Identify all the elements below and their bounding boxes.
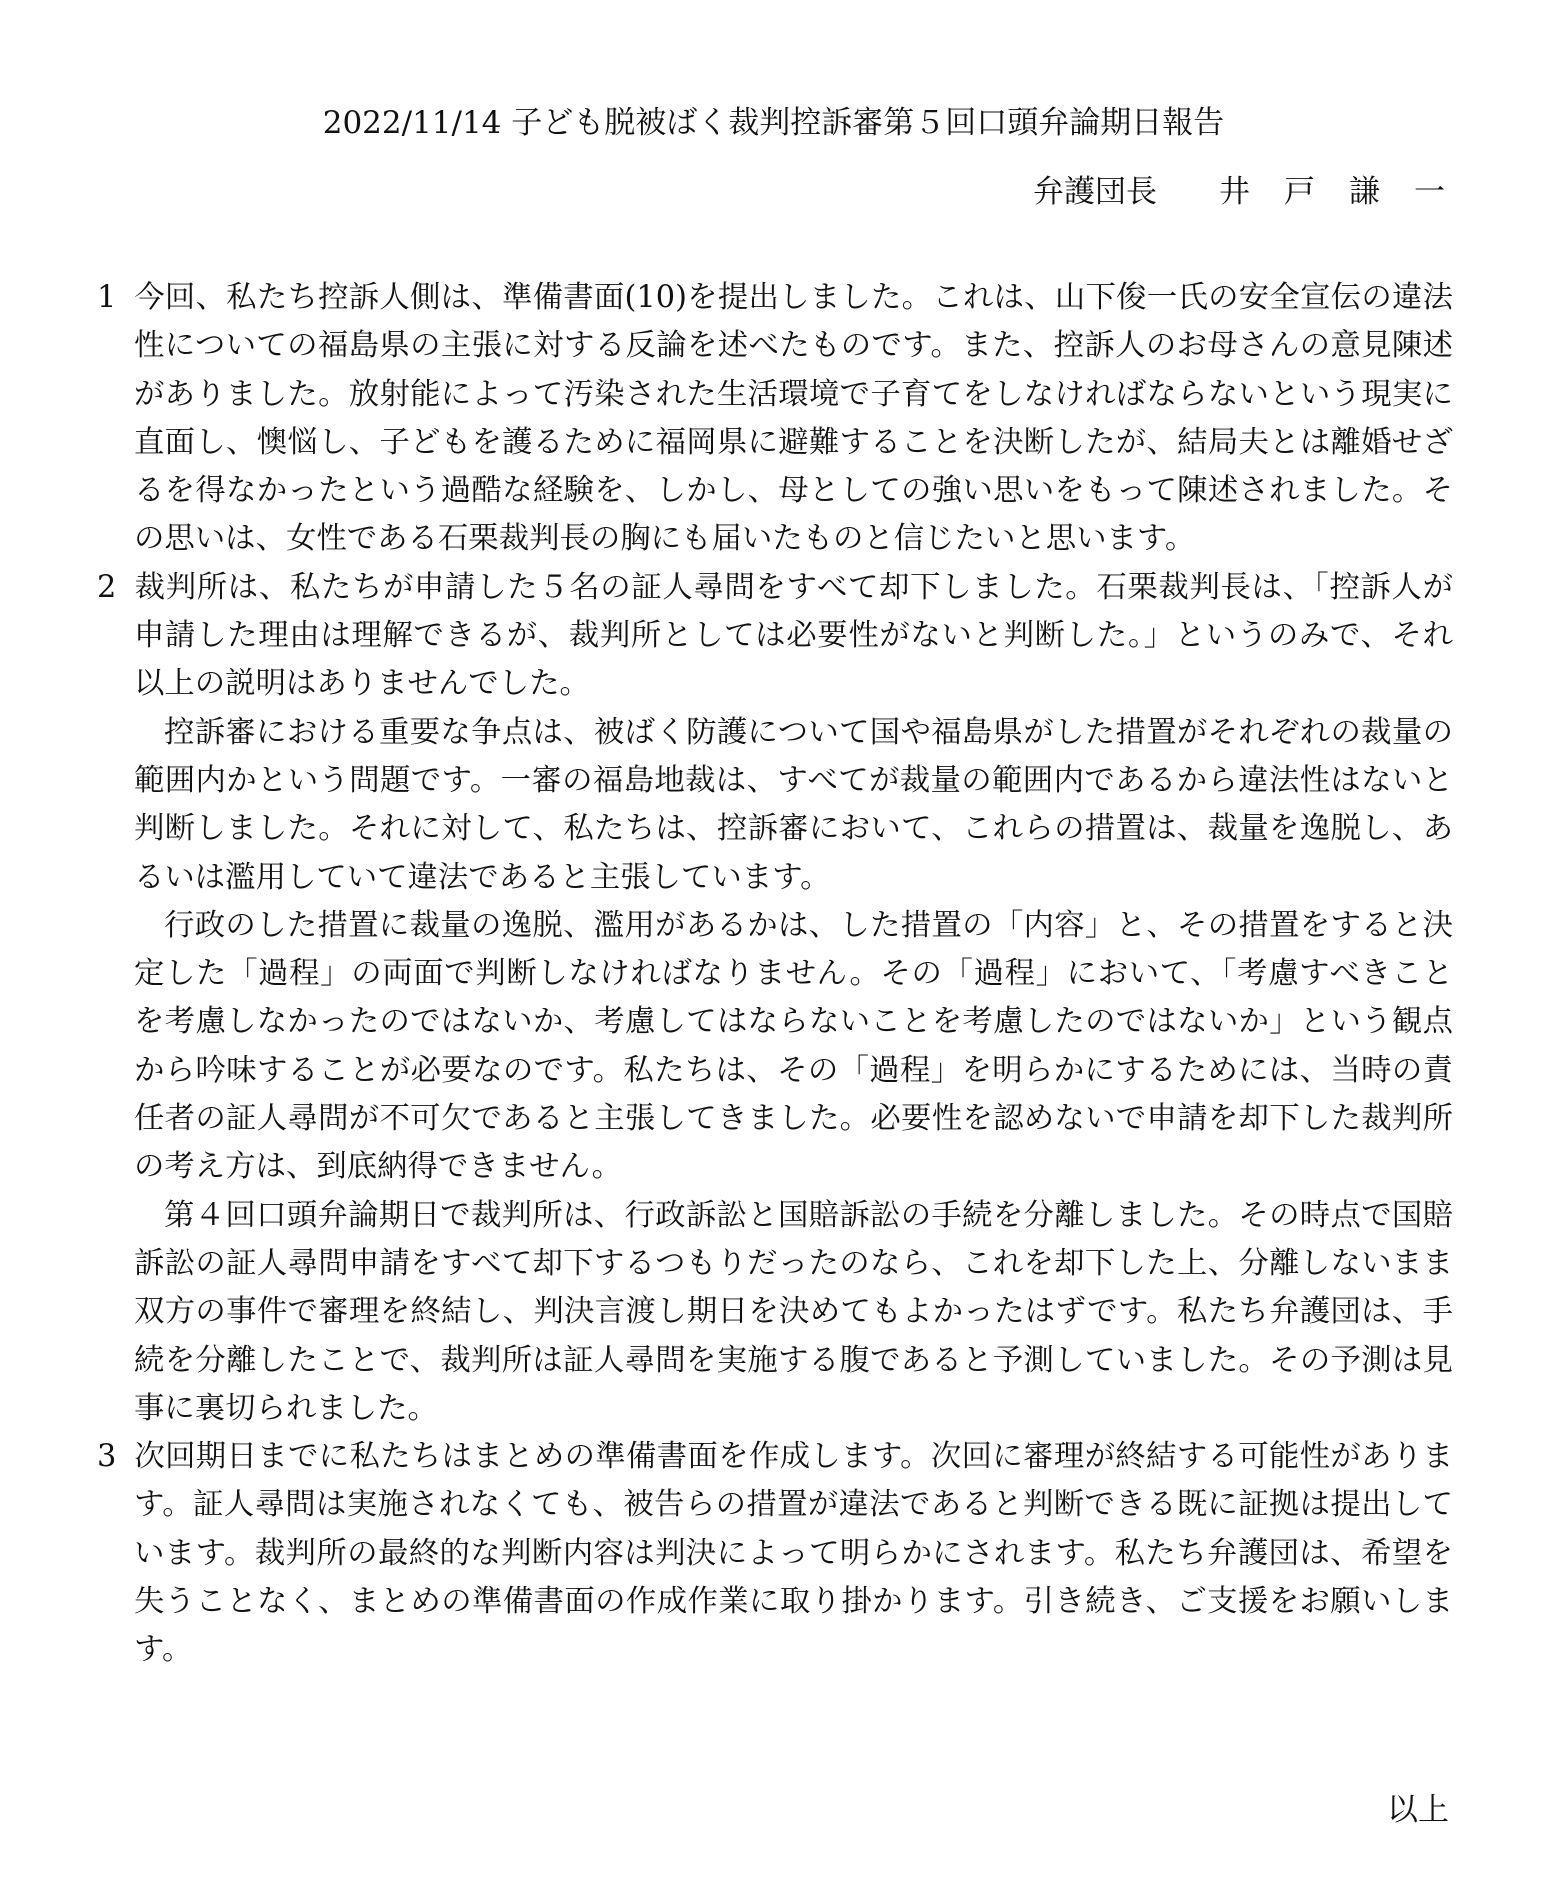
document-title: 2022/11/14 子ども脱被ばく裁判控訴審第５回口頭弁論期日報告 [322,105,1225,141]
paragraph-3 [97,1433,1453,1674]
author-role: 弁護団長 [1033,174,1157,210]
paragraph-number: 3 [97,1439,117,1475]
paragraph-1 [97,274,1453,564]
closing-mark: 以上 [1387,1792,1449,1828]
paragraph-number: 1 [97,280,117,315]
document-body [97,274,1453,1675]
paragraph-text: 次回期日までに私たちはまとめの準備書面を作成します。次回に審理が終結する可能性があります。証人尋問は実施されなくても、被告らの措置が違法であると判断できる既に証拠は提出しています。裁判所の最終的な判断内容は判決によって明らかにされます。私たち弁護団は、希望を失うことなく、まとめの準備書面の作成作業に取り掛かります。引き続き、ご支援をお願いします。 [134,1439,1453,1668]
author-name: 井戸謙一 [1219,174,1479,210]
paragraph-text: 裁判所は、私たちが申請した５名の証人尋問をすべて却下しました。石栗裁判長は、「控訴人が申請した理由は理解できるが、裁判所としては必要性がないと判断した。」というのみで、それ以上の説明はありませんでした。 [134,569,1453,702]
paragraph-2-sub-1: 控訴審における重要な争点は、被ばく防護について国や福島県がした措置がそれぞれの裁量の範囲内かという問題です。一審の福島地裁は、すべてが裁量の範囲内であるから違法性はないと判断しました。それに対して、私たちは、控訴審において、これらの措置は、裁量を逸脱し、あるいは濫用していて違法であると主張しています。 [134,714,1453,895]
author-line [1033,172,1479,212]
paragraph-2-sub-2: 行政のした措置に裁量の逸脱、濫用があるかは、した措置の「内容」と、その措置をすると決定した「過程」の両面で判断しなければなりません。その「過程」において、「考慮すべきことを考慮しなかったのではないか、考慮してはならないことを考慮したのではないか」という観点から吟味することが必要なのです。私たちは、その「過程」を明らかにするためには、当時の責任者の証人尋問が不可欠であると主張してきました。必要性を認めないで申請を却下した裁判所の考え方は、到底納得できません。 [134,907,1453,1185]
paragraph-text: 今回、私たち控訴人側は、準備書面(10)を提出しました。これは、山下俊一氏の安全宣伝の違法性についての福島県の主張に対する反論を述べたものです。また、控訴人のお母さんの意見陳述がありました。放射能によって汚染された生活環境で子育てをしなければならないという現実に直面し、懊悩し、子どもを護るために福岡県に避難することを決断したが、結局夫とは離婚せざるを得なかったという過酷な経験を、しかし、母としての強い思いをもって陳述されました。その思いは、女性である石栗裁判長の胸にも届いたものと信じたいと思います。 [134,280,1453,557]
paragraph-2-sub-3: 第４回口頭弁論期日で裁判所は、行政訴訟と国賠訴訟の手続を分離しました。その時点で国賠訴訟の証人尋問申請をすべて却下するつもりだったのなら、これを却下した上、分離しないまま双方の事件で審理を終結し、判決言渡し期日を決めてもよかったはずです。私たち弁護団は、手続を分離したことで、裁判所は証人尋問を実施する腹であると予測していました。その予測は見事に裏切られました。 [134,1197,1453,1426]
paragraph-2 [97,564,1453,709]
paragraph-number: 2 [97,569,117,605]
